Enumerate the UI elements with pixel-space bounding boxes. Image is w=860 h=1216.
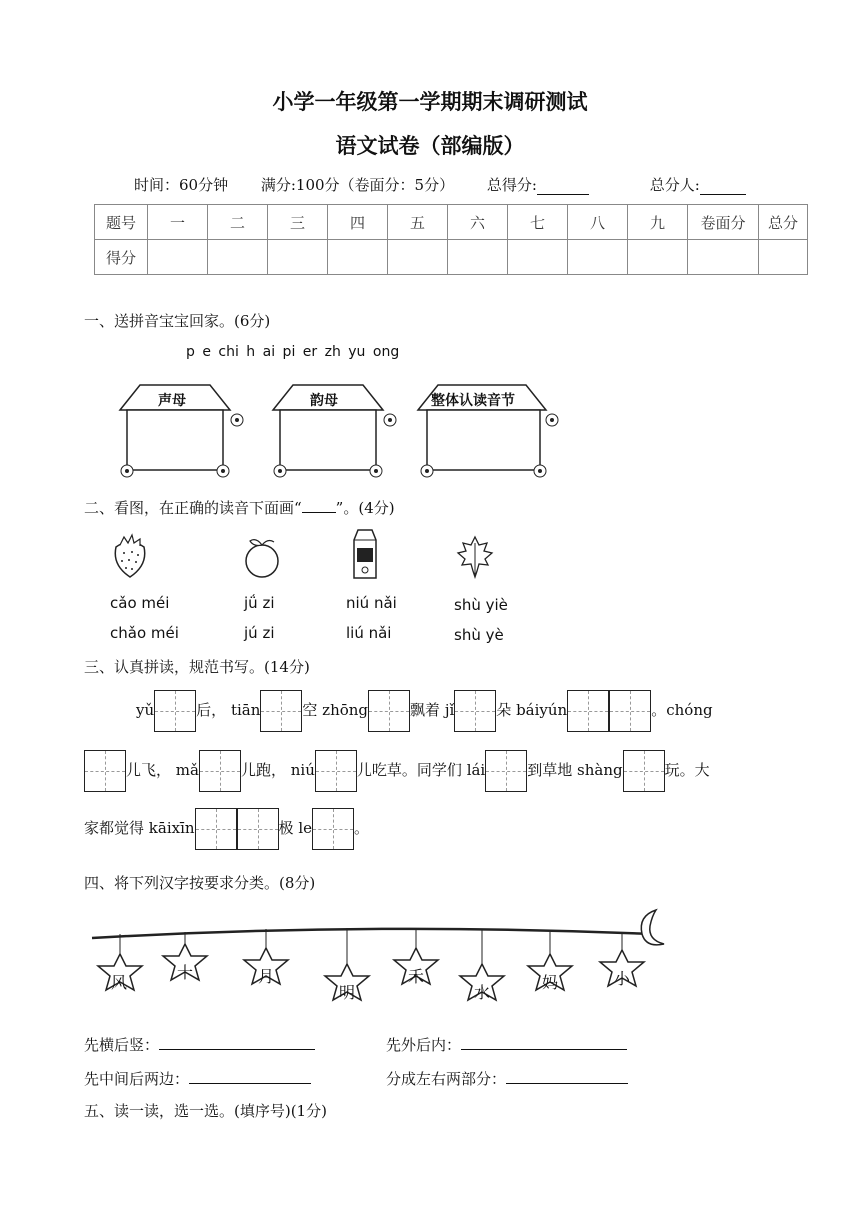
moon-icon [641, 910, 664, 945]
q3-line-3 [84, 808, 369, 850]
star-char: 禾 [408, 967, 425, 986]
score-cell[interactable] [759, 240, 808, 275]
q2-option-milk-1[interactable]: niú nǎi [346, 594, 397, 612]
tianzi-box[interactable] [567, 690, 609, 732]
score-cell[interactable] [148, 240, 208, 275]
tianzi-box[interactable] [315, 750, 357, 792]
sentence-text: 空 [302, 701, 318, 719]
full-score-label: 满分:100分（卷面分：5分） [260, 176, 455, 194]
pinyin-text: mǎ [175, 761, 199, 779]
pinyin-text: báiyún [516, 701, 568, 719]
exam-info [134, 174, 774, 195]
category-outside-inside[interactable]: 先外后内： [386, 1034, 627, 1055]
leaf-icon [455, 533, 495, 579]
table-row-label: 得分 [95, 240, 148, 275]
q3-line-1 [136, 690, 713, 732]
q2-option-orange-1[interactable]: jǘ zi [244, 594, 275, 612]
sentence-text: 。 [651, 701, 667, 719]
score-cell[interactable] [448, 240, 508, 275]
exam-title: 小学一年级第一学期期末调研测试 [272, 89, 588, 114]
tianzi-box[interactable] [609, 690, 651, 732]
category-left-right[interactable]: 分成左右两部分： [386, 1068, 628, 1089]
table-header-cell: 总分 [759, 205, 808, 240]
tianzi-box[interactable] [199, 750, 241, 792]
tianzi-box[interactable] [260, 690, 302, 732]
pinyin-text: le [298, 819, 313, 837]
tianzi-box[interactable] [312, 808, 354, 850]
table-header-cell: 五 [388, 205, 448, 240]
tianzi-box[interactable] [84, 750, 126, 792]
q1-pinyin-list: p e chi h ai pi er zh yu ong [186, 344, 400, 360]
q2-heading: 二、看图，在正确的读音下面画“ ”。(4分) [84, 499, 395, 517]
category-horizontal-vertical[interactable]: 先横后竖： [84, 1034, 315, 1055]
sentence-text: 。 [354, 819, 370, 837]
total-score-field[interactable]: 总得分: [487, 176, 617, 194]
score-cell[interactable] [328, 240, 388, 275]
q3-line-2 [84, 750, 710, 792]
q1-heading: 一、送拼音宝宝回家。(6分) [84, 312, 271, 330]
table-header-cell: 八 [568, 205, 628, 240]
table-header-cell: 四 [328, 205, 388, 240]
star-char: 妈 [542, 973, 559, 992]
star-char: 明 [339, 983, 356, 1002]
table-header-cell: 二 [208, 205, 268, 240]
table-header-cell: 卷面分 [688, 205, 759, 240]
star-char: 十 [177, 963, 194, 982]
strawberry-icon [110, 533, 150, 579]
table-header-cell: 三 [268, 205, 328, 240]
score-cell[interactable] [628, 240, 688, 275]
tianzi-box[interactable] [154, 690, 196, 732]
pinyin-text: chóng [666, 701, 713, 719]
q2-option-strawberry-2[interactable]: chǎo méi [110, 624, 179, 642]
score-table [94, 204, 808, 275]
time-label: 时间：60分钟 [134, 176, 229, 194]
score-cell[interactable] [208, 240, 268, 275]
tianzi-box[interactable] [485, 750, 527, 792]
pinyin-text: jǐ [444, 701, 455, 719]
pinyin-text: kāixīn [148, 819, 195, 837]
table-header-cell: 九 [628, 205, 688, 240]
sentence-text: 后， [196, 701, 227, 719]
sentence-text: 飘着 [410, 701, 441, 719]
pinyin-text: shàng [577, 761, 623, 779]
q3-heading: 三、认真拼读，规范书写。(14分) [84, 658, 310, 676]
tianzi-box[interactable] [623, 750, 665, 792]
sentence-text: 家都觉得 [84, 819, 145, 837]
tianzi-box[interactable] [368, 690, 410, 732]
star-char: 风 [111, 973, 128, 992]
tianzi-box[interactable] [454, 690, 496, 732]
sentence-text: 极 [278, 819, 294, 837]
score-cell[interactable] [568, 240, 628, 275]
q4-heading: 四、将下列汉字按要求分类。(8分) [84, 874, 316, 892]
sentence-text: 朵 [496, 701, 512, 719]
pinyin-text: yǔ [136, 701, 155, 719]
table-header-cell: 题号 [95, 205, 148, 240]
sentence-text: 儿跑， [240, 761, 286, 779]
star-char: 水 [474, 983, 491, 1002]
sentence-text: 到草地 [527, 761, 573, 779]
score-cell[interactable] [388, 240, 448, 275]
tianzi-box[interactable] [195, 808, 237, 850]
house-label-whole-syllables: 整体认读音节 [431, 393, 515, 409]
tianzi-box[interactable] [237, 808, 279, 850]
sentence-text: 儿吃草。同学们 [356, 761, 462, 779]
star-char: 月 [258, 967, 275, 986]
sentence-text: 玩。大 [664, 761, 710, 779]
q2-option-orange-2[interactable]: jú zi [244, 624, 275, 642]
milk-carton-icon [350, 528, 380, 580]
sentence-text: 儿飞， [126, 761, 172, 779]
table-header-cell: 一 [148, 205, 208, 240]
q2-option-leaf-2[interactable]: shù yè [454, 626, 504, 644]
score-cell[interactable] [688, 240, 759, 275]
house-label-initials: 声母 [158, 393, 186, 409]
table-row [95, 205, 808, 240]
pinyin-text: tiān [230, 701, 261, 719]
table-header-cell: 六 [448, 205, 508, 240]
pinyin-text: niú [290, 761, 315, 779]
pinyin-text: zhōng [322, 701, 369, 719]
q2-option-milk-2[interactable]: liú nǎi [346, 624, 392, 642]
house-label-finals: 韵母 [310, 393, 338, 409]
scorer-field[interactable]: 总分人: [650, 176, 774, 194]
q2-option-strawberry-1[interactable]: cǎo méi [110, 594, 170, 612]
orange-icon [242, 535, 282, 579]
exam-subtitle: 语文试卷（部编版） [335, 133, 525, 158]
table-row [95, 240, 808, 275]
category-middle-sides[interactable]: 先中间后两边： [84, 1068, 311, 1089]
table-header-cell: 七 [508, 205, 568, 240]
score-cell[interactable] [508, 240, 568, 275]
score-cell[interactable] [268, 240, 328, 275]
pinyin-text: lái [466, 761, 486, 779]
q5-heading: 五、读一读，选一选。(填序号)(1分) [84, 1102, 327, 1120]
star-char: 小 [614, 969, 631, 988]
q2-option-leaf-1[interactable]: shù yiè [454, 596, 508, 614]
